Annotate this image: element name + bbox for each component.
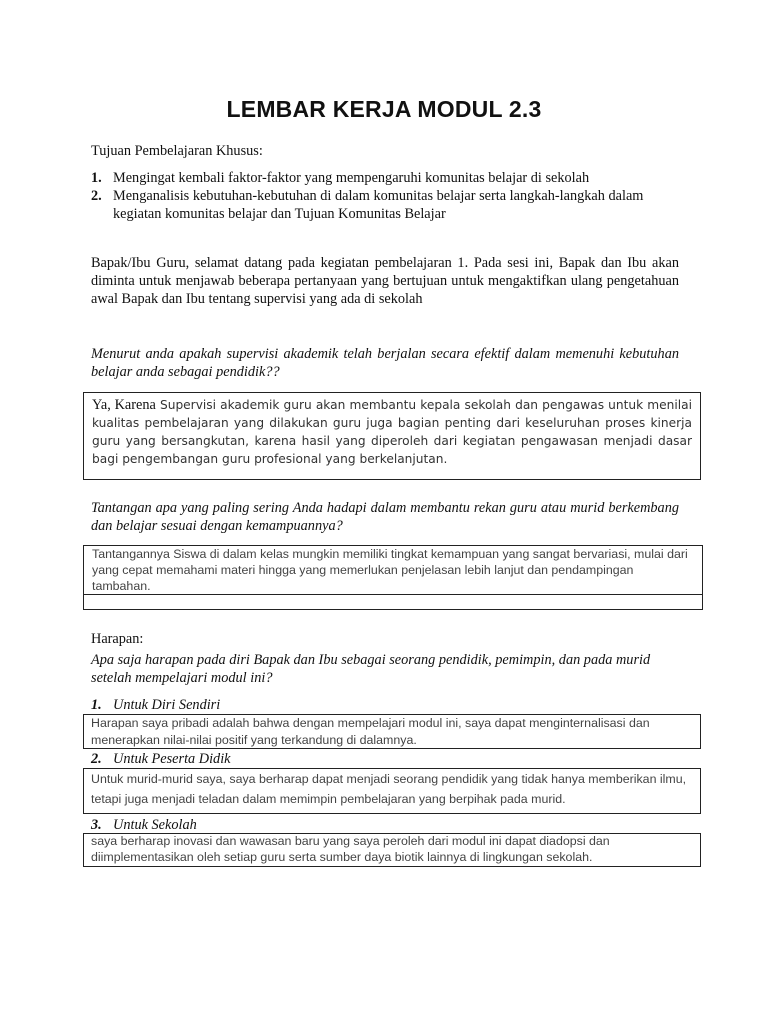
hope-answer-students[interactable]: Untuk murid-murid saya, saya berharap dapat menjadi seorang pendidik yang tidak hanya memberikan ilmu, tetapi juga menjadi teladan dalam memimpin pembelajaran yang berpihak pada murid.	[83, 768, 701, 814]
harapan-label: Harapan:	[91, 631, 144, 647]
hope-number: 2.	[91, 751, 102, 767]
answer-1-box[interactable]	[83, 392, 701, 480]
hope-number: 1.	[91, 697, 102, 713]
objective-item	[91, 187, 691, 223]
objective-item	[91, 169, 691, 187]
hope-answer-self[interactable]: Harapan saya pribadi adalah bahwa dengan mempelajari modul ini, saya dapat menginternalisasi dan menerapkan nilai-nilai positif yang terkandung di dalamnya.	[83, 714, 701, 749]
answer-1-body: Supervisi akademik guru akan membantu kepala sekolah dan pengawas untuk menilai kualitas pembelajaran yang dilakukan guru juga bagian penting dari keseluruhan proses kinerja guru yang bersangkutan, karena hasil yang diperoleh dari kegiatan pengawasan menjadi dasar bagi pengembangan guru profesional yang berkelanjutan.	[92, 398, 692, 466]
answer-2-box[interactable]	[83, 545, 703, 610]
hope-heading-self	[91, 696, 220, 714]
objective-number: 1.	[91, 170, 102, 186]
answer-2-blank-row	[84, 595, 702, 609]
objective-text: Mengingat kembali faktor-faktor yang mempengaruhi komunitas belajar di sekolah	[113, 170, 590, 186]
hope-heading-text: Untuk Diri Sendiri	[113, 697, 221, 713]
hope-heading-text: Untuk Peserta Didik	[113, 751, 231, 767]
objective-number: 2.	[91, 188, 102, 204]
intro-paragraph: Bapak/Ibu Guru, selamat datang pada kegiatan pembelajaran 1. Pada sesi ini, Bapak dan Ibu akan diminta untuk menjawab beberapa pertanyaan yang bertujuan untuk mengaktifkan ulang pengetahuan awal Bapak dan Ibu tentang supervisi yang ada di sekolah	[91, 255, 679, 307]
harapan-question: Apa saja harapan pada diri Bapak dan Ibu sebagai seorang pendidik, pemimpin, dan pada murid setelah mempelajari modul ini?	[91, 652, 651, 686]
objectives-label: Tujuan Pembelajaran Khusus:	[91, 143, 263, 159]
question-1: Menurut anda apakah supervisi akademik telah berjalan secara efektif dalam memenuhi kebutuhan belajar anda sebagai pendidik??	[91, 346, 679, 380]
answer-1-lead: Ya, Karena	[92, 397, 156, 413]
hope-answer-school[interactable]: saya berharap inovasi dan wawasan baru yang saya peroleh dari modul ini dapat diadopsi dan diimplementasikan oleh setiap guru serta sumber daya biotik lainnya di lingkungan sekolah.	[83, 833, 701, 867]
page-title: LEMBAR KERJA MODUL 2.3	[226, 96, 542, 122]
hope-heading-students	[91, 750, 231, 768]
objectives-list	[91, 169, 691, 223]
answer-2-text: Tantangannya Siswa di dalam kelas mungkin memiliki tingkat kemampuan yang sangat bervariasi, mulai dari yang cepat memahami materi hingga yang memerlukan penjelasan lebih lanjut dan pendampingan tambahan.	[84, 546, 702, 595]
hope-number: 3.	[91, 817, 102, 833]
hope-heading-school	[91, 816, 197, 834]
hope-heading-text: Untuk Sekolah	[113, 817, 197, 833]
question-2: Tantangan apa yang paling sering Anda hadapi dalam membantu rekan guru atau murid berkembang dan belajar sesuai dengan kemampuannya?	[91, 500, 679, 534]
objective-text: Menganalisis kebutuhan-kebutuhan di dalam komunitas belajar serta langkah-langkah dalam kegiatan komunitas belajar dan Tujuan Komunitas Belajar	[113, 188, 644, 222]
